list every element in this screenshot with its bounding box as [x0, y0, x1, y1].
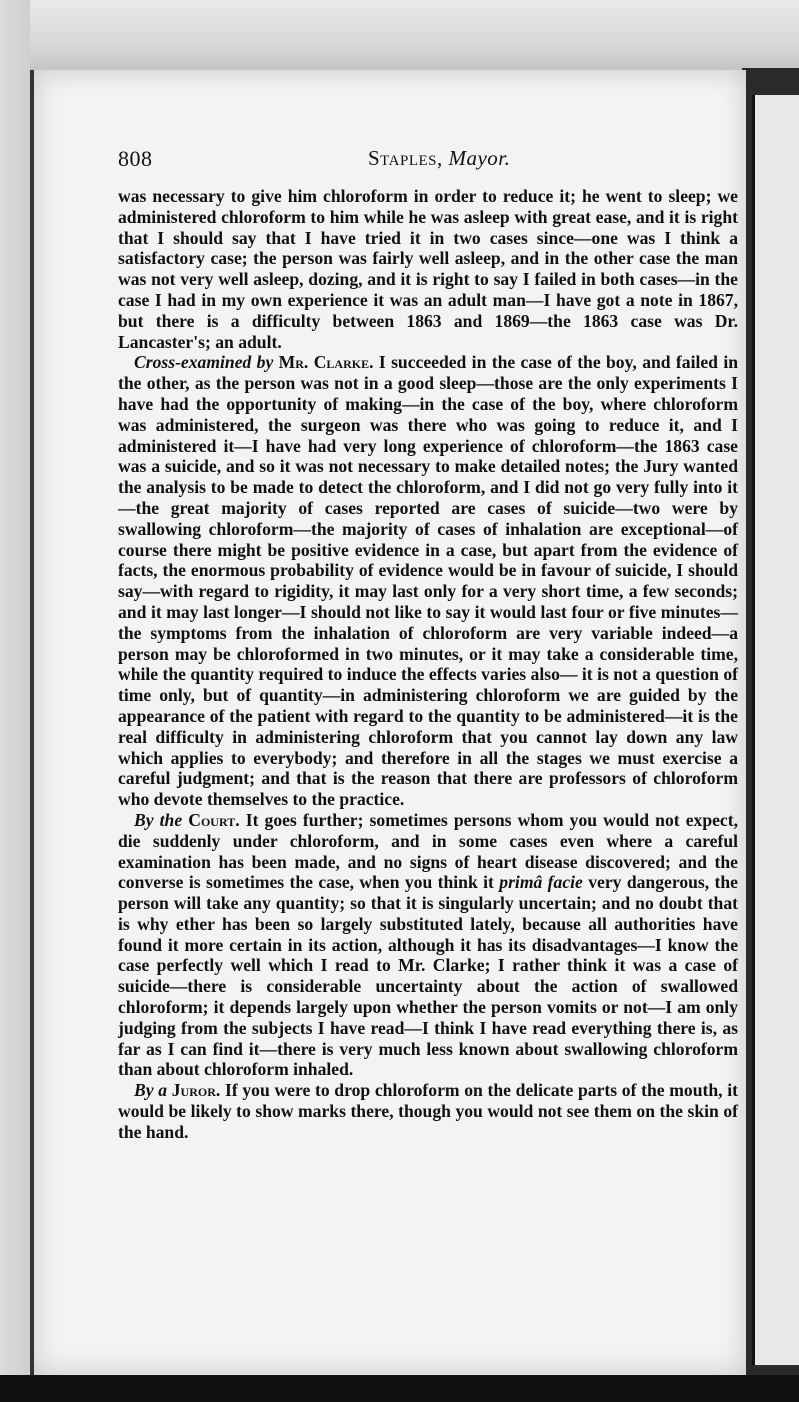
scan-top-margin: [0, 0, 799, 80]
paragraph-text: was necessary to give him chloroform in order to reduce it; he went to sleep; we administered chloroform to him while he was asleep with great ease, and it is right that I should say that I have tried it in two cases since—one was I think a satisfactory case; the person was fairly well asleep, and in the other case the man was not very well asleep, dozing, and it is right to say I failed in both cases—in the case I had in my own experience it was an adult man—I have got a note in 1867, but there is a difficulty between 1863 and 1869—the 1863 case was Dr. Lancaster's; an adult.: [118, 186, 738, 352]
paragraph-court: [118, 810, 738, 1080]
speaker-lead: By the: [134, 809, 183, 830]
scan-bottom-edge: [0, 1375, 799, 1402]
page-header: [118, 146, 728, 178]
running-head-name: Staples,: [368, 146, 443, 170]
speaker-lead: By a: [134, 1080, 168, 1101]
paragraph-cross-examination: [118, 352, 738, 810]
running-head-title: Mayor.: [448, 146, 511, 170]
speaker-name: Juror.: [171, 1080, 221, 1101]
paragraph-text: very dangerous, the person will take any quantity; so that it is singularly uncertain; and no doubt that is why ether has been so largely substituted lately, because all authorities have found it more certain in its action, although it has its disadvantages—I know the case perfectly well which I read to Mr. Clarke; I rather think it was a case of suicide—there is considerable uncertainty about the action of swallowed chloroform; it depends largely upon whether the person vomits or not—I am only judging from the subjects I have read—I think I have read everything there is, as far as I can find it—there is very much less known about swallowing chloroform than about chloroform inhaled.: [118, 872, 738, 1080]
scan-left-margin: [0, 0, 30, 1402]
speaker-name: Court.: [188, 809, 240, 830]
paragraph-text: If you were to drop chloroform on the delicate parts of the mouth, it would be likely to show marks there, though you would not see them on the skin of the hand.: [118, 1080, 738, 1142]
paragraph-text: I succeeded in the case of the boy, and failed in the other, as the person was not in a good sleep—those are the only experiments I have had the opportunity of making—in the case of the boy, where chloroform was administered, the surgeon was there who was going to reduce it, and I administered it—I have had very long experience of chloroform—the 1863 case was a suicide, and so it was not necessary to make detailed notes; the Jury wanted the analysis to be made to detect the chloroform, and I did not go very fully into it—the great majority of cases reported are cases of suicide—two were by swallowing chloroform—the majority of cases of inhalation are exceptional—of course there might be positive evidence in a case, but apart from the evidence of facts, the enormous probability of evidence would be in favour of suicide, I should say—with regard to rigidity, it may last only for a very short time, a few seconds; and it may last longer—I should not like to say it would last four or five minutes—the symptoms from the inhalation of chloroform are very variable indeed—a person may be chloroformed in two minutes, or it may take a considerable time, while the quantity required to induce the effects varies also— it is not a question of time only, but of quantity—in administering chloroform we are guided by the appearance of the patient with regard to the quantity to be administered—it is the real difficulty in administering chloroform that you cannot lay down any law which applies to everybody; and therefore in all the stages we must exercise a careful judgment; and that is the reason that there are professors of chloroform who devote themselves to the practice.: [118, 352, 738, 810]
adjacent-page-edge: [752, 95, 799, 1365]
speaker-lead: Cross-examined by: [134, 352, 274, 373]
body-text: [118, 186, 738, 1143]
inline-italic-phrase: primâ facie: [499, 872, 583, 893]
paragraph-juror: [118, 1080, 738, 1142]
page-number: 808: [118, 146, 153, 171]
paragraph-continuation: [118, 186, 738, 352]
running-head: [368, 146, 510, 171]
paragraph-text: It goes further; sometimes persons whom you would not expect, die suddenly under chloroform, and in some cases even where a careful examination has been made, and no signs of heart disease discovered; and the converse is sometimes the case, when you think it: [118, 809, 738, 893]
speaker-name: Mr. Clarke.: [278, 352, 374, 373]
